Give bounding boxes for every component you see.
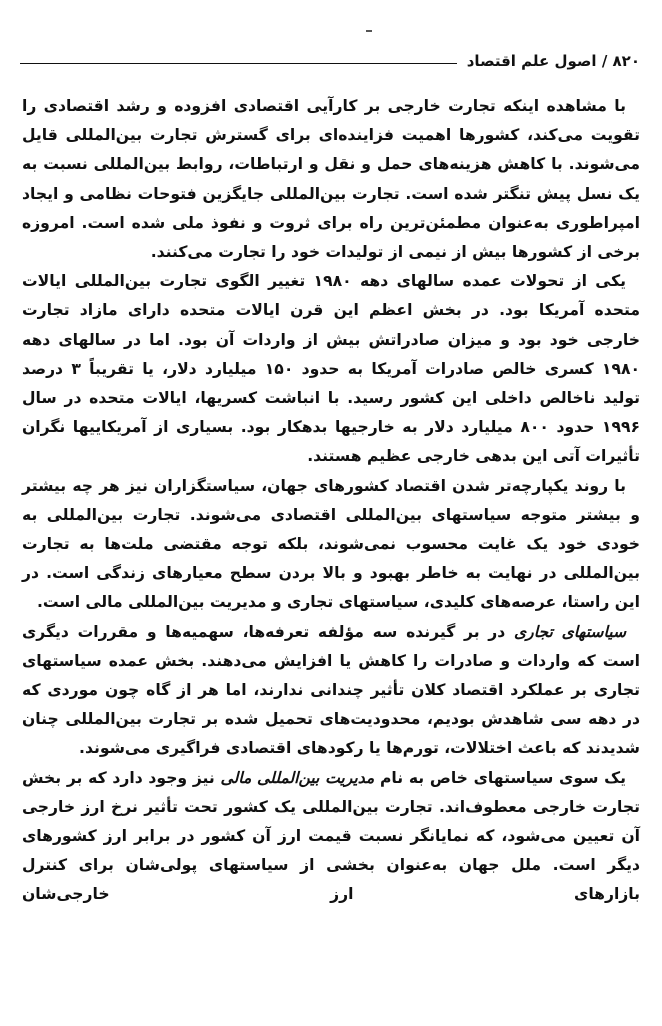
main-text bbox=[22, 92, 640, 910]
italic-term: سیاستهای تجاری bbox=[513, 622, 627, 641]
italic-term: مدیریت بین‌المللی مالی bbox=[220, 768, 375, 787]
paragraph-text: یک سوی سیاستهای خاص به نام bbox=[374, 768, 626, 787]
paragraph: با روند یکپارچه‌تر شدن اقتصاد کشورهای جهان، سیاستگزاران نیز هر چه بیشتر و بیشتر متوجه سیاستهای بین‌المللی اقتصادی می‌شوند. تجارت بین‌المللی به خودی خود یک غایت محسوب نمی‌شوند، بلکه توجه مقتضی ملت‌ها به تجارت بین‌المللی در نهایت به خاطر بهبود و بالا بردن سطح معیارهای زندگی است. در این راستا، عرصه‌های کلیدی، سیاستهای تجاری و مدیریت بین‌المللی مالی است. bbox=[22, 476, 640, 612]
page-number: ۸۲۰ bbox=[612, 52, 640, 70]
paragraph bbox=[22, 618, 640, 764]
paragraph-text: در بر گیرنده سه مؤلفه تعرفه‌ها، سهمیه‌ها و مقررات دیگری است که واردات و صادرات را کاهش یا افزایش می‌دهند. بخش عمده سیاستهای تجاری بر عملکرد اقتصاد کلان تأثیر چندانی ندارند، اما هر از گاه چون موردی که در دهه سی شاهدش بودیم، محدودیت‌های تحمیل شده بر تجارت بین‌المللی چنان شدیدند که باعث اختلالات، تورم‌ها یا رکودهای اقتصادی فراگیری می‌شوند. bbox=[22, 622, 640, 758]
header-label bbox=[467, 52, 640, 70]
paragraph: با مشاهده اینکه تجارت خارجی بر کارآیی اقتصادی افزوده و رشد اقتصادی را تقویت می‌کند، کشورها اهمیت فزاینده‌ای برای گسترش تجارت بین‌المللی قایل می‌شوند. با کاهش هزینه‌های حمل و نقل و ارتباطات، روابط بین‌المللی نسبت به یک نسل پیش تنگتر شده است. تجارت بین‌المللی جایگزین فتوحات نظامی و ایجاد امپراطوری به‌عنوان مطمئن‌ترین راه برای ثروت و نفوذ ملی شده است. امروزه برخی از کشورها بیش از نیمی از تولیدات خود را تجارت می‌کنند. bbox=[22, 97, 640, 262]
header-rule bbox=[20, 63, 457, 64]
book-title: اصول علم اقتصاد bbox=[466, 52, 597, 70]
header-separator: / bbox=[601, 52, 608, 70]
paragraph: یکی از تحولات عمده سالهای دهه ۱۹۸۰ تغییر الگوی تجارت بین‌المللی ایالات متحده آمریکا بود. در بخش اعظم این قرن ایالات متحده دارای مازاد تجارت خارجی خود بود و میزان صادراتش بیش از واردات آن بود. اما در سالهای دهه ۱۹۸۰ کسری خالص صادرات آمریکا به حدود ۱۵۰ میلیارد دلار، یا تقریباً ۳ درصد تولید ناخالص داخلی این کشور رسید. با انباشت کسریها، ایالات متحده در سال ۱۹۹۶ حدود ۸۰۰ میلیارد دلار به خارجیها بدهکار بود. بسیاری از آمریکاییها نگران تأثیرات آتی این بدهی خارجی عظیم هستند. bbox=[22, 272, 640, 466]
scan-mark bbox=[366, 30, 372, 32]
paragraph bbox=[22, 764, 640, 910]
running-header bbox=[20, 50, 640, 72]
paragraph-text: نیز وجود دارد که بر بخش تجارت خارجی معطوف‌اند. تجارت بین‌المللی یک کشور تحت تأثیر نرخ ارز خارجی آن تعیین می‌شود، که نمایانگر نسبت قیمت ارز آن کشور در برابر ارز کشورهای دیگر است. ملل جهان به‌عنوان بخشی از سیاستهای پولی‌شان برای کنترل بازارهای ارز خارجی‌شان bbox=[22, 768, 640, 904]
